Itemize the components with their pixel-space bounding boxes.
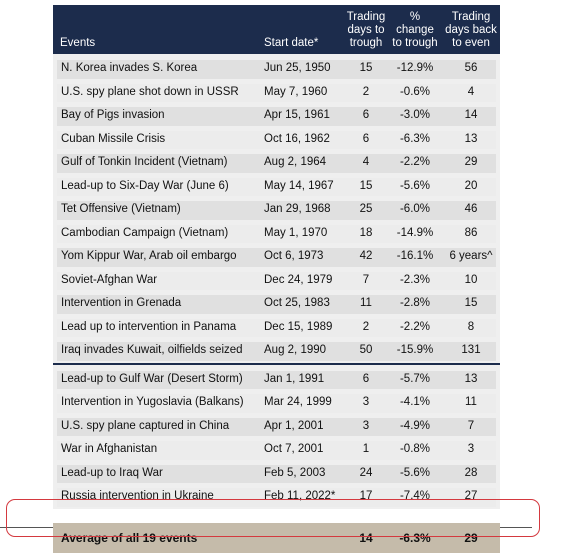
cell-pct-change: -15.9% — [396, 344, 434, 356]
average-label: Average of all 19 events — [61, 530, 198, 545]
cell-start-date: Apr 1, 2001 — [264, 419, 324, 432]
cell-days-to-trough: 6 — [362, 132, 370, 145]
cell-days-back: 4 — [467, 85, 475, 98]
table-row — [53, 175, 500, 199]
cell-pct-change: -0.8% — [399, 443, 431, 455]
average-days: 14 — [359, 530, 373, 545]
cell-start-date: Jun 25, 1950 — [264, 62, 331, 74]
cell-event: Yom Kippur War, Arab oil embargo — [61, 250, 237, 262]
cell-days-back: 56 — [464, 62, 478, 74]
cell-pct-change: -2.2% — [399, 320, 431, 333]
cell-days-back: 20 — [464, 179, 478, 192]
cell-start-date: Oct 6, 1973 — [264, 250, 324, 262]
cell-start-date: Aug 2, 1964 — [264, 156, 327, 168]
average-highlight-box — [6, 499, 540, 537]
cell-pct-change: -5.7% — [399, 372, 431, 385]
cell-start-date: Aug 2, 1990 — [264, 344, 327, 356]
table-row — [53, 292, 500, 316]
cell-event: Cambodian Campaign (Vietnam) — [61, 226, 229, 239]
cell-pct-change: -14.9% — [396, 226, 434, 239]
cell-pct-change: -3.0% — [399, 109, 431, 121]
table-row — [53, 198, 500, 222]
header-days-back-to-even: Trading days back to even — [445, 11, 497, 49]
cell-days-to-trough: 25 — [359, 203, 373, 215]
cell-days-back: 15 — [464, 297, 478, 309]
cell-start-date: Oct 16, 1962 — [264, 132, 330, 145]
table-row — [53, 316, 500, 340]
cell-days-to-trough: 11 — [360, 297, 372, 309]
cell-event: Soviet-Afghan War — [61, 273, 158, 286]
cell-event: War in Afghanistan — [61, 443, 158, 455]
cell-start-date: May 14, 1967 — [264, 179, 334, 192]
cell-days-back: 11 — [465, 396, 477, 408]
cell-days-to-trough: 1 — [362, 443, 370, 455]
cell-start-date: Jan 1, 1991 — [264, 372, 325, 385]
cell-pct-change: -6.0% — [399, 203, 431, 215]
geopolitical-events-table — [53, 5, 500, 553]
cell-days-to-trough: 50 — [359, 344, 373, 356]
cell-start-date: Dec 15, 1989 — [264, 320, 333, 333]
cell-start-date: Oct 25, 1983 — [264, 297, 330, 309]
cell-days-back: 7 — [467, 419, 475, 432]
cell-days-back: 29 — [464, 156, 478, 168]
cell-event: U.S. spy plane captured in China — [61, 419, 230, 432]
cell-event: Lead-up to Gulf War (Desert Storm) — [61, 372, 243, 385]
cell-start-date: Mar 24, 1999 — [264, 396, 332, 408]
cell-event: Bay of Pigs invasion — [61, 109, 165, 121]
table-row — [53, 391, 500, 415]
cell-days-to-trough: 18 — [359, 226, 373, 239]
cell-event: Gulf of Tonkin Incident (Vietnam) — [61, 156, 228, 168]
table-body-top — [53, 54, 500, 363]
cell-event: Tet Offensive (Vietnam) — [61, 203, 181, 215]
cell-days-back: 28 — [464, 466, 478, 479]
cell-days-back: 8 — [467, 320, 475, 333]
table-row — [53, 151, 500, 175]
cell-pct-change: -4.1% — [399, 396, 431, 408]
cell-days-to-trough: 7 — [362, 273, 370, 286]
table-body-bottom — [53, 365, 500, 509]
header-events: Events — [60, 37, 96, 49]
cell-start-date: Feb 11, 2022* — [264, 490, 336, 502]
table-row — [53, 462, 500, 486]
cell-days-back: 27 — [464, 490, 478, 502]
cell-event: Intervention in Yugoslavia (Balkans) — [61, 396, 244, 408]
cell-days-back: 14 — [464, 109, 478, 121]
cell-days-to-trough: 2 — [362, 85, 370, 98]
cell-event: Intervention in Grenada — [61, 297, 182, 309]
cell-days-back: 86 — [464, 226, 478, 239]
cell-pct-change: -0.6% — [399, 85, 431, 98]
cell-days-back: 13 — [464, 132, 478, 145]
cell-days-to-trough: 24 — [359, 466, 373, 479]
header-start-date: Start date* — [264, 37, 319, 49]
cell-pct-change: -6.3% — [399, 132, 431, 145]
cell-days-back: 6 years^ — [449, 250, 493, 262]
cell-days-to-trough: 15 — [359, 179, 373, 192]
cell-start-date: Apr 15, 1961 — [264, 109, 330, 121]
cell-event: Lead up to intervention in Panama — [61, 320, 237, 333]
cell-days-to-trough: 42 — [359, 250, 373, 262]
cell-event: N. Korea invades S. Korea — [61, 62, 198, 74]
header-pct-change-to-trough: % change to trough — [392, 11, 438, 49]
cell-event: Iraq invades Kuwait, oilfields seized — [61, 344, 243, 356]
cell-start-date: Dec 24, 1979 — [264, 273, 333, 286]
cell-pct-change: -7.4% — [399, 490, 431, 502]
cell-start-date: May 1, 1970 — [264, 226, 328, 239]
table-row — [53, 415, 500, 439]
cell-pct-change: -2.2% — [399, 156, 431, 168]
cell-start-date: Jan 29, 1968 — [264, 203, 331, 215]
cell-start-date: Feb 5, 2003 — [264, 466, 326, 479]
table-row — [53, 104, 500, 128]
table-row — [53, 222, 500, 246]
cell-days-to-trough: 6 — [362, 109, 370, 121]
cell-days-to-trough: 2 — [362, 320, 370, 333]
cell-days-to-trough: 6 — [362, 372, 370, 385]
cell-days-to-trough: 17 — [359, 490, 373, 502]
table-row — [53, 245, 500, 269]
table-row — [53, 438, 500, 462]
cell-start-date: May 7, 1960 — [264, 85, 328, 98]
cell-event: U.S. spy plane shot down in USSR — [61, 85, 239, 98]
average-pct: -6.3% — [399, 530, 431, 545]
cell-event: Russia intervention in Ukraine — [61, 490, 214, 502]
average-back: 29 — [464, 530, 478, 545]
cell-days-to-trough: 3 — [362, 396, 370, 408]
cell-pct-change: -2.3% — [399, 273, 431, 286]
cell-event: Lead-up to Iraq War — [61, 466, 163, 479]
table-row — [53, 128, 500, 152]
cell-days-back: 13 — [464, 372, 478, 385]
table-header — [53, 5, 500, 54]
cell-days-back: 46 — [464, 203, 478, 215]
cell-start-date: Oct 7, 2001 — [264, 443, 324, 455]
cell-pct-change: -12.9% — [396, 62, 434, 74]
cell-pct-change: -2.8% — [399, 297, 431, 309]
header-trading-days-to-trough: Trading days to trough — [346, 11, 386, 49]
table-row — [53, 269, 500, 293]
cell-days-to-trough: 3 — [362, 419, 370, 432]
cell-pct-change: -5.6% — [399, 179, 431, 192]
table-row — [53, 368, 500, 392]
cell-days-to-trough: 15 — [359, 62, 373, 74]
table-row — [53, 57, 500, 81]
table-row — [53, 339, 500, 363]
cell-event: Lead-up to Six-Day War (June 6) — [61, 179, 229, 192]
cell-pct-change: -4.9% — [399, 419, 431, 432]
cell-days-to-trough: 4 — [362, 156, 370, 168]
cell-days-back: 131 — [461, 344, 481, 356]
cell-days-back: 10 — [464, 273, 478, 286]
cell-pct-change: -16.1% — [396, 250, 434, 262]
cell-days-back: 3 — [467, 443, 475, 455]
table-row — [53, 81, 500, 105]
cell-event: Cuban Missile Crisis — [61, 132, 166, 145]
cell-pct-change: -5.6% — [399, 466, 431, 479]
